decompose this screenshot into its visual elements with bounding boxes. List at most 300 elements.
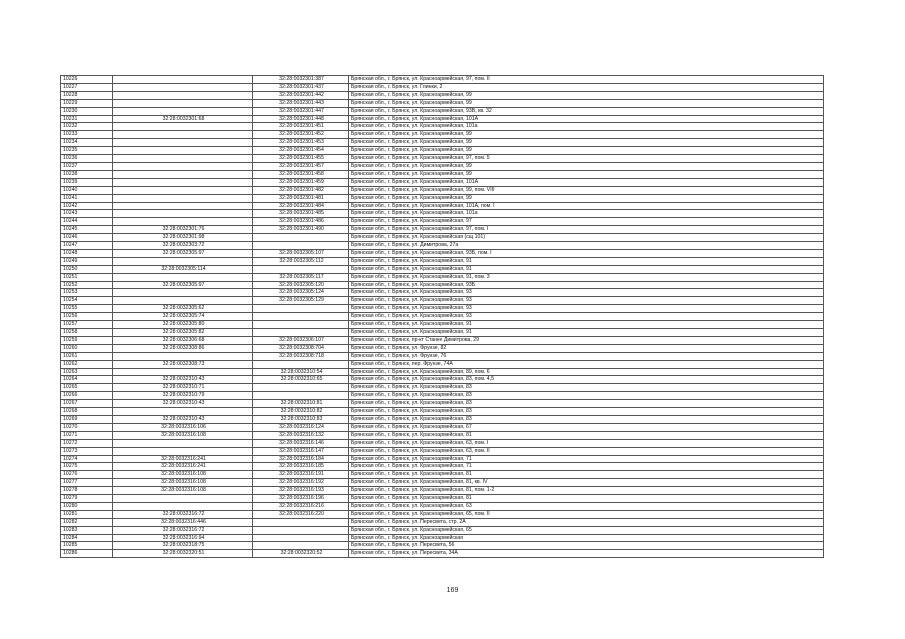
object-cadastral-cell: [253, 313, 349, 321]
object-cadastral-cell: 32:28:0032310:65: [253, 376, 349, 384]
parcel-cadastral-cell: 32:28:0032305:114: [113, 265, 253, 273]
address-cell: Брянская обл., г. Брянск, ул. Красноармейская, 93Б, пом. I: [349, 249, 824, 257]
address-cell: Брянская обл., г. Брянск, ул. Красноармейская, 91: [349, 257, 824, 265]
record-number-cell: 10242: [61, 202, 113, 210]
record-number-cell: 10253: [61, 289, 113, 297]
object-cadastral-cell: 32:28:0032316:146: [253, 439, 349, 447]
table-row: [61, 518, 824, 526]
record-number-cell: 10234: [61, 139, 113, 147]
table-row: [61, 242, 824, 250]
parcel-cadastral-cell: [113, 297, 253, 305]
parcel-cadastral-cell: [113, 210, 253, 218]
address-cell: Брянская обл., г. Брянск, ул. Красноармейская, 99: [349, 170, 824, 178]
table-row: [61, 210, 824, 218]
record-number-cell: 10281: [61, 510, 113, 518]
address-cell: Брянская обл., г. Брянск, ул. Красноармейская, 93: [349, 305, 824, 313]
address-cell: Брянская обл., г. Брянск, ул. Красноармейская, 101а: [349, 210, 824, 218]
table-row: [61, 218, 824, 226]
table-row: [61, 234, 824, 242]
address-cell: Брянская обл., г. Брянск, ул. Фрунзе, 76: [349, 352, 824, 360]
address-cell: Брянская обл., г. Брянск, ул. Красноармейская, 81: [349, 431, 824, 439]
parcel-cadastral-cell: 32:28:0032316:241: [113, 463, 253, 471]
table-row: [61, 297, 824, 305]
address-cell: Брянская обл., г. Брянск, ул. Красноармейская, 99: [349, 91, 824, 99]
table-row: [61, 313, 824, 321]
object-cadastral-cell: 32:28:0032301:442: [253, 91, 349, 99]
object-cadastral-cell: 32:28:0032301:458: [253, 170, 349, 178]
address-cell: Брянская обл., г. Брянск, ул. Красноармейская, 99: [349, 194, 824, 202]
record-number-cell: 10250: [61, 265, 113, 273]
page-number: 169: [446, 587, 459, 594]
record-number-cell: 10252: [61, 281, 113, 289]
record-number-cell: 10241: [61, 194, 113, 202]
object-cadastral-cell: 32:28:0032301:387: [253, 76, 349, 84]
address-cell: Брянская обл., г. Брянск, ул. Пересвета, 56: [349, 542, 824, 550]
object-cadastral-cell: [253, 329, 349, 337]
address-cell: Брянская обл., г. Брянск, ул. Красноармейская, 93: [349, 289, 824, 297]
table-row: [61, 131, 824, 139]
address-cell: Брянская обл., г. Брянск, ул. Пересвета, стр. 2А: [349, 518, 824, 526]
object-cadastral-cell: 32:28:0032316:193: [253, 487, 349, 495]
record-number-cell: 10251: [61, 273, 113, 281]
registry-table: [60, 75, 824, 558]
object-cadastral-cell: 32:28:0032316:216: [253, 502, 349, 510]
address-cell: Брянская обл., г. Брянск, ул. Красноармейская, 81: [349, 471, 824, 479]
object-cadastral-cell: 32:28:0032305:129: [253, 297, 349, 305]
object-cadastral-cell: 32:28:0032301:452: [253, 131, 349, 139]
object-cadastral-cell: 32:28:0032310:82: [253, 408, 349, 416]
object-cadastral-cell: 32:28:0032301:454: [253, 147, 349, 155]
parcel-cadastral-cell: [113, 439, 253, 447]
table-row: [61, 305, 824, 313]
parcel-cadastral-cell: [113, 178, 253, 186]
table-row: [61, 123, 824, 131]
record-number-cell: 10248: [61, 249, 113, 257]
record-number-cell: 10246: [61, 234, 113, 242]
record-number-cell: 10228: [61, 91, 113, 99]
table-row: [61, 542, 824, 550]
parcel-cadastral-cell: 32:28:0032305:80: [113, 321, 253, 329]
address-cell: Брянская обл., г. Брянск, ул. Красноармейская (сщ 101): [349, 234, 824, 242]
address-cell: Брянская обл., г. Брянск, ул. Глинки, 2: [349, 83, 824, 91]
table-row: [61, 408, 824, 416]
object-cadastral-cell: 32:28:0032301:485: [253, 210, 349, 218]
object-cadastral-cell: 32:28:0032316:185: [253, 463, 349, 471]
record-number-cell: 10283: [61, 526, 113, 534]
table-row: [61, 147, 824, 155]
object-cadastral-cell: 32:28:0032320:52: [253, 550, 349, 558]
address-cell: Брянская обл., г. Брянск, ул. Красноармейская, 101А: [349, 178, 824, 186]
table-row: [61, 178, 824, 186]
parcel-cadastral-cell: [113, 139, 253, 147]
address-cell: Брянская обл., г. Брянск, ул. Красноармейская, 101а: [349, 123, 824, 131]
address-cell: Брянская обл., г. Брянск, ул. Красноармейская, 97, пом. II: [349, 76, 824, 84]
parcel-cadastral-cell: 32:28:0032320:51: [113, 550, 253, 558]
record-number-cell: 10265: [61, 384, 113, 392]
parcel-cadastral-cell: [113, 502, 253, 510]
record-number-cell: 10227: [61, 83, 113, 91]
parcel-cadastral-cell: 32:28:0032316:108: [113, 479, 253, 487]
record-number-cell: 10255: [61, 305, 113, 313]
record-number-cell: 10262: [61, 360, 113, 368]
address-cell: Брянская обл., г. Брянск, ул. Красноармейская, 83: [349, 415, 824, 423]
registry-table-body: [61, 76, 824, 558]
record-number-cell: 10240: [61, 186, 113, 194]
parcel-cadastral-cell: 32:28:0032316:108: [113, 487, 253, 495]
parcel-cadastral-cell: 32:28:0032305:82: [113, 329, 253, 337]
table-row: [61, 170, 824, 178]
address-cell: Брянская обл., г. Брянск, ул. Фрунзе, 82: [349, 344, 824, 352]
address-cell: Брянская обл., г. Брянск, ул. Красноармейская, 67: [349, 423, 824, 431]
parcel-cadastral-cell: [113, 147, 253, 155]
parcel-cadastral-cell: 32:28:0032301:98: [113, 234, 253, 242]
table-row: [61, 376, 824, 384]
table-row: [61, 344, 824, 352]
record-number-cell: 10249: [61, 257, 113, 265]
object-cadastral-cell: 32:28:0032305:117: [253, 273, 349, 281]
object-cadastral-cell: 32:28:0032301:482: [253, 186, 349, 194]
parcel-cadastral-cell: 32:28:0032316:106: [113, 423, 253, 431]
object-cadastral-cell: [253, 305, 349, 313]
table-row: [61, 76, 824, 84]
address-cell: Брянская обл., г. Брянск, ул. Красноармейская, 97, пом. 5: [349, 155, 824, 163]
record-number-cell: 10230: [61, 107, 113, 115]
parcel-cadastral-cell: [113, 107, 253, 115]
address-cell: Брянская обл., г. Брянск, ул. Димитрова, 27а: [349, 242, 824, 250]
parcel-cadastral-cell: [113, 170, 253, 178]
parcel-cadastral-cell: [113, 186, 253, 194]
table-row: [61, 455, 824, 463]
record-number-cell: 10261: [61, 352, 113, 360]
object-cadastral-cell: 32:28:0032301:484: [253, 202, 349, 210]
address-cell: Брянская обл., г. Брянск, ул. Красноармейская, 99: [349, 147, 824, 155]
object-cadastral-cell: 32:28:0032301:453: [253, 139, 349, 147]
object-cadastral-cell: [253, 542, 349, 550]
object-cadastral-cell: 32:28:0032310:81: [253, 400, 349, 408]
table-row: [61, 257, 824, 265]
object-cadastral-cell: 32:28:0032301:448: [253, 115, 349, 123]
address-cell: Брянская обл., г. Брянск, ул. Красноармейская, 93В, кв. 32: [349, 107, 824, 115]
parcel-cadastral-cell: 32:28:0032305:74: [113, 313, 253, 321]
table-row: [61, 423, 824, 431]
object-cadastral-cell: 32:28:0032316:192: [253, 479, 349, 487]
address-cell: Брянская обл., г. Брянск, ул. Красноармейская, 81: [349, 495, 824, 503]
parcel-cadastral-cell: 32:28:0032316:108: [113, 471, 253, 479]
record-number-cell: 10277: [61, 479, 113, 487]
record-number-cell: 10275: [61, 463, 113, 471]
record-number-cell: 10226: [61, 76, 113, 84]
object-cadastral-cell: 32:28:0032305:120: [253, 281, 349, 289]
object-cadastral-cell: 32:28:0032301:490: [253, 226, 349, 234]
table-row: [61, 479, 824, 487]
object-cadastral-cell: 32:28:0032305:124: [253, 289, 349, 297]
parcel-cadastral-cell: [113, 352, 253, 360]
object-cadastral-cell: [253, 392, 349, 400]
record-number-cell: 10235: [61, 147, 113, 155]
record-number-cell: 10229: [61, 99, 113, 107]
object-cadastral-cell: 32:28:0032316:132: [253, 431, 349, 439]
table-row: [61, 336, 824, 344]
record-number-cell: 10238: [61, 170, 113, 178]
record-number-cell: 10259: [61, 336, 113, 344]
parcel-cadastral-cell: [113, 273, 253, 281]
object-cadastral-cell: 32:28:0032301:437: [253, 83, 349, 91]
table-row: [61, 526, 824, 534]
table-row: [61, 352, 824, 360]
table-row: [61, 202, 824, 210]
parcel-cadastral-cell: [113, 155, 253, 163]
address-cell: Брянская обл., г. Брянск, ул. Красноармейская, 101А, пом. I: [349, 202, 824, 210]
table-row: [61, 107, 824, 115]
parcel-cadastral-cell: 32:28:0032318:75: [113, 542, 253, 550]
table-row: [61, 115, 824, 123]
table-row: [61, 400, 824, 408]
address-cell: Брянская обл., г. Брянск, ул. Красноармейская, 99, пом. VIII: [349, 186, 824, 194]
table-row: [61, 384, 824, 392]
parcel-cadastral-cell: 32:28:0032316:108: [113, 431, 253, 439]
record-number-cell: 10282: [61, 518, 113, 526]
record-number-cell: 10272: [61, 439, 113, 447]
object-cadastral-cell: 32:28:0032308:718: [253, 352, 349, 360]
table-row: [61, 139, 824, 147]
parcel-cadastral-cell: 32:28:0032305:97: [113, 249, 253, 257]
parcel-cadastral-cell: 32:28:0032316:241: [113, 455, 253, 463]
parcel-cadastral-cell: [113, 257, 253, 265]
parcel-cadastral-cell: [113, 194, 253, 202]
parcel-cadastral-cell: [113, 123, 253, 131]
address-cell: Брянская обл., г. Брянск, ул. Красноармейская, 91: [349, 329, 824, 337]
object-cadastral-cell: 32:28:0032301:457: [253, 162, 349, 170]
parcel-cadastral-cell: 32:28:0032303:72: [113, 242, 253, 250]
object-cadastral-cell: [253, 534, 349, 542]
record-number-cell: 10237: [61, 162, 113, 170]
record-number-cell: 10274: [61, 455, 113, 463]
object-cadastral-cell: 32:28:0032316:147: [253, 447, 349, 455]
table-row: [61, 321, 824, 329]
record-number-cell: 10263: [61, 368, 113, 376]
object-cadastral-cell: 32:28:0032306:107: [253, 336, 349, 344]
object-cadastral-cell: 32:28:0032305:112: [253, 257, 349, 265]
table-row: [61, 226, 824, 234]
record-number-cell: 10269: [61, 415, 113, 423]
address-cell: Брянская обл., г. Брянск, ул. Красноармейская, 83, пом. 4,5: [349, 376, 824, 384]
table-row: [61, 99, 824, 107]
address-cell: Брянская обл., г. Брянск, ул. Красноармейская, 97, пом. I: [349, 226, 824, 234]
address-cell: Брянская обл., г. Брянск, пер. Фрунзе, 74А: [349, 360, 824, 368]
table-row: [61, 368, 824, 376]
record-number-cell: 10285: [61, 542, 113, 550]
table-row: [61, 281, 824, 289]
address-cell: Брянская обл., г. Брянск, ул. Красноармейская, 99: [349, 162, 824, 170]
object-cadastral-cell: [253, 321, 349, 329]
parcel-cadastral-cell: [113, 131, 253, 139]
table-row: [61, 431, 824, 439]
table-row: [61, 439, 824, 447]
record-number-cell: 10233: [61, 131, 113, 139]
parcel-cadastral-cell: 32:28:0032316:94: [113, 534, 253, 542]
parcel-cadastral-cell: 32:28:0032310:79: [113, 392, 253, 400]
table-row: [61, 265, 824, 273]
record-number-cell: 10243: [61, 210, 113, 218]
object-cadastral-cell: [253, 360, 349, 368]
record-number-cell: 10258: [61, 329, 113, 337]
parcel-cadastral-cell: 32:28:0032316:72: [113, 526, 253, 534]
table-row: [61, 415, 824, 423]
address-cell: Брянская обл., г. Брянск, ул. Красноармейская, 93: [349, 313, 824, 321]
parcel-cadastral-cell: [113, 76, 253, 84]
record-number-cell: 10278: [61, 487, 113, 495]
parcel-cadastral-cell: [113, 99, 253, 107]
parcel-cadastral-cell: [113, 368, 253, 376]
object-cadastral-cell: 32:28:0032301:443: [253, 99, 349, 107]
record-number-cell: 10284: [61, 534, 113, 542]
table-row: [61, 487, 824, 495]
parcel-cadastral-cell: [113, 202, 253, 210]
record-number-cell: 10236: [61, 155, 113, 163]
table-row: [61, 463, 824, 471]
address-cell: Брянская обл., г. Брянск, ул. Красноармейская, 71: [349, 463, 824, 471]
object-cadastral-cell: [253, 384, 349, 392]
table-row: [61, 162, 824, 170]
parcel-cadastral-cell: [113, 83, 253, 91]
address-cell: Брянская обл., г. Брянск, ул. Красноармейская, 83: [349, 392, 824, 400]
parcel-cadastral-cell: 32:28:0032316:72: [113, 510, 253, 518]
object-cadastral-cell: [253, 265, 349, 273]
record-number-cell: 10239: [61, 178, 113, 186]
table-row: [61, 249, 824, 257]
record-number-cell: 10245: [61, 226, 113, 234]
address-cell: Брянская обл., г. Брянск, ул. Красноармейская, 93: [349, 297, 824, 305]
record-number-cell: 10268: [61, 408, 113, 416]
table-row: [61, 83, 824, 91]
record-number-cell: 10260: [61, 344, 113, 352]
parcel-cadastral-cell: 32:28:0032305:97: [113, 281, 253, 289]
record-number-cell: 10276: [61, 471, 113, 479]
parcel-cadastral-cell: 32:28:0032310:43: [113, 376, 253, 384]
address-cell: Брянская обл., г. Брянск, ул. Красноармейская, 83: [349, 384, 824, 392]
object-cadastral-cell: 32:28:0032310:83: [253, 415, 349, 423]
table-row: [61, 471, 824, 479]
parcel-cadastral-cell: [113, 495, 253, 503]
object-cadastral-cell: 32:28:0032301:481: [253, 194, 349, 202]
address-cell: Брянская обл., г. Брянск, ул. Красноармейская, 83: [349, 408, 824, 416]
table-row: [61, 360, 824, 368]
table-row: [61, 194, 824, 202]
object-cadastral-cell: 32:28:0032308:704: [253, 344, 349, 352]
address-cell: Брянская обл., г. Брянск, ул. Красноармейская, 91: [349, 321, 824, 329]
address-cell: Брянская обл., г. Брянск, ул. Красноармейская, 83: [349, 400, 824, 408]
parcel-cadastral-cell: [113, 218, 253, 226]
table-row: [61, 510, 824, 518]
address-cell: Брянская обл., г. Брянск, ул. Красноармейская, 101А: [349, 115, 824, 123]
address-cell: Брянская обл., г. Брянск, ул. Красноармейская, 91, пом. 3: [349, 273, 824, 281]
object-cadastral-cell: 32:28:0032301:447: [253, 107, 349, 115]
address-cell: Брянская обл., г. Брянск, ул. Красноармейская, 91: [349, 265, 824, 273]
parcel-cadastral-cell: [113, 91, 253, 99]
record-number-cell: 10266: [61, 392, 113, 400]
parcel-cadastral-cell: [113, 447, 253, 455]
address-cell: Брянская обл., г. Брянск, ул. Красноармейская, 81, кв. IV: [349, 479, 824, 487]
parcel-cadastral-cell: [113, 162, 253, 170]
parcel-cadastral-cell: 32:28:0032310:43: [113, 415, 253, 423]
address-cell: Брянская обл., г. Брянск, ул. Красноармейская, 65, пом. II: [349, 510, 824, 518]
address-cell: Брянская обл., г. Брянск, ул. Красноармейская, 93Б: [349, 281, 824, 289]
object-cadastral-cell: 32:28:0032316:196: [253, 495, 349, 503]
object-cadastral-cell: 32:28:0032316:191: [253, 471, 349, 479]
object-cadastral-cell: [253, 242, 349, 250]
parcel-cadastral-cell: 32:28:0032310:43: [113, 400, 253, 408]
parcel-cadastral-cell: [113, 289, 253, 297]
object-cadastral-cell: [253, 234, 349, 242]
parcel-cadastral-cell: [113, 408, 253, 416]
record-number-cell: 10271: [61, 431, 113, 439]
address-cell: Брянская обл., г. Брянск, ул. Красноармейская, 63, пом. I: [349, 439, 824, 447]
record-number-cell: 10232: [61, 123, 113, 131]
table-row: [61, 289, 824, 297]
record-number-cell: 10280: [61, 502, 113, 510]
parcel-cadastral-cell: 32:28:0032308:86: [113, 344, 253, 352]
parcel-cadastral-cell: 32:28:0032316:446: [113, 518, 253, 526]
table-row: [61, 534, 824, 542]
object-cadastral-cell: 32:28:0032316:124: [253, 423, 349, 431]
object-cadastral-cell: 32:28:0032310:54: [253, 368, 349, 376]
object-cadastral-cell: 32:28:0032301:455: [253, 155, 349, 163]
address-cell: Брянская обл., г. Брянск, ул. Красноармейская: [349, 534, 824, 542]
record-number-cell: 10267: [61, 400, 113, 408]
address-cell: Брянская обл., г. Брянск, ул. Красноармейская, 99: [349, 99, 824, 107]
table-row: [61, 186, 824, 194]
record-number-cell: 10264: [61, 376, 113, 384]
parcel-cadastral-cell: 32:28:0032301:68: [113, 115, 253, 123]
record-number-cell: 10273: [61, 447, 113, 455]
address-cell: Брянская обл., г. Брянск, пр-кт Станке Димитрова, 29: [349, 336, 824, 344]
table-row: [61, 155, 824, 163]
address-cell: Брянская обл., г. Брянск, ул. Красноармейская, 99: [349, 139, 824, 147]
parcel-cadastral-cell: 32:28:0032301:76: [113, 226, 253, 234]
parcel-cadastral-cell: 32:28:0032305:62: [113, 305, 253, 313]
record-number-cell: 10254: [61, 297, 113, 305]
record-number-cell: 10279: [61, 495, 113, 503]
table-row: [61, 495, 824, 503]
table-row: [61, 91, 824, 99]
object-cadastral-cell: 32:28:0032301:486: [253, 218, 349, 226]
table-row: [61, 550, 824, 558]
address-cell: Брянская обл., г. Брянск, ул. Пересвета, 34А: [349, 550, 824, 558]
object-cadastral-cell: [253, 518, 349, 526]
object-cadastral-cell: [253, 526, 349, 534]
object-cadastral-cell: 32:28:0032316:184: [253, 455, 349, 463]
object-cadastral-cell: 32:28:0032301:451: [253, 123, 349, 131]
address-cell: Брянская обл., г. Брянск, ул. Красноармейская, 65: [349, 526, 824, 534]
table-row: [61, 502, 824, 510]
record-number-cell: 10286: [61, 550, 113, 558]
address-cell: Брянская обл., г. Брянск, ул. Красноармейская, 99: [349, 131, 824, 139]
record-number-cell: 10256: [61, 313, 113, 321]
address-cell: Брянская обл., г. Брянск, ул. Красноармейская, 63: [349, 502, 824, 510]
parcel-cadastral-cell: 32:28:0032310:71: [113, 384, 253, 392]
record-number-cell: 10247: [61, 242, 113, 250]
object-cadastral-cell: 32:28:0032301:459: [253, 178, 349, 186]
object-cadastral-cell: 32:28:0032305:107: [253, 249, 349, 257]
record-number-cell: 10231: [61, 115, 113, 123]
table-row: [61, 447, 824, 455]
record-number-cell: 10244: [61, 218, 113, 226]
parcel-cadastral-cell: 32:28:0032308:73: [113, 360, 253, 368]
record-number-cell: 10257: [61, 321, 113, 329]
address-cell: Брянская обл., г. Брянск, ул. Красноармейская, 97: [349, 218, 824, 226]
table-row: [61, 329, 824, 337]
address-cell: Брянская обл., г. Брянск, ул. Красноармейская, 71: [349, 455, 824, 463]
